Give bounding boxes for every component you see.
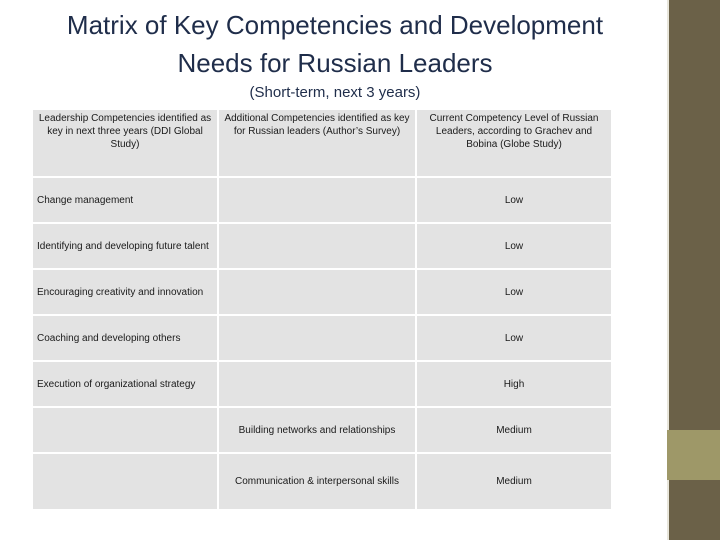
author-competency-cell <box>219 316 415 360</box>
table-header-row <box>33 110 611 176</box>
ddi-competency-cell <box>33 408 217 452</box>
page-title <box>20 6 650 82</box>
page-subtitle: (Short-term, next 3 years) <box>249 84 421 101</box>
author-competency-cell <box>219 178 415 222</box>
title-line-1: Matrix of Key Competencies and Development <box>66 10 604 40</box>
table-row <box>33 316 611 360</box>
decorative-side-panel <box>667 0 720 540</box>
ddi-competency-cell <box>33 454 217 509</box>
level-cell: Medium <box>417 454 611 509</box>
level-cell: Low <box>417 270 611 314</box>
table-row <box>33 454 611 509</box>
author-competency-cell <box>219 362 415 406</box>
author-competency-cell <box>219 224 415 268</box>
table-row <box>33 362 611 406</box>
author-competency-cell: Building networks and relationships <box>219 408 415 452</box>
ddi-competency-cell: Change management <box>33 178 217 222</box>
level-cell: Medium <box>417 408 611 452</box>
header-ddi-competencies: Leadership Competencies identified as key in next three years (DDI Global Study) <box>33 110 217 176</box>
author-competency-cell: Communication & interpersonal skills <box>219 454 415 509</box>
table-row <box>33 178 611 222</box>
level-cell: Low <box>417 224 611 268</box>
table-row <box>33 408 611 452</box>
ddi-competency-cell: Identifying and developing future talent <box>33 224 217 268</box>
author-competency-cell <box>219 270 415 314</box>
ddi-competency-cell: Coaching and developing others <box>33 316 217 360</box>
table-row <box>33 270 611 314</box>
competency-matrix-table <box>31 108 613 511</box>
ddi-competency-cell: Encouraging creativity and innovation <box>33 270 217 314</box>
level-cell: High <box>417 362 611 406</box>
header-author-competencies: Additional Competencies identified as key for Russian leaders (Author’s Survey) <box>219 110 415 176</box>
level-cell: Low <box>417 178 611 222</box>
title-line-2: Needs for Russian Leaders <box>177 48 493 78</box>
level-cell: Low <box>417 316 611 360</box>
table-row <box>33 224 611 268</box>
side-panel-accent <box>667 430 720 480</box>
header-current-level: Current Competency Level of Russian Leaders, according to Grachev and Bobina (Globe Study) <box>417 110 611 176</box>
ddi-competency-cell: Execution of organizational strategy <box>33 362 217 406</box>
